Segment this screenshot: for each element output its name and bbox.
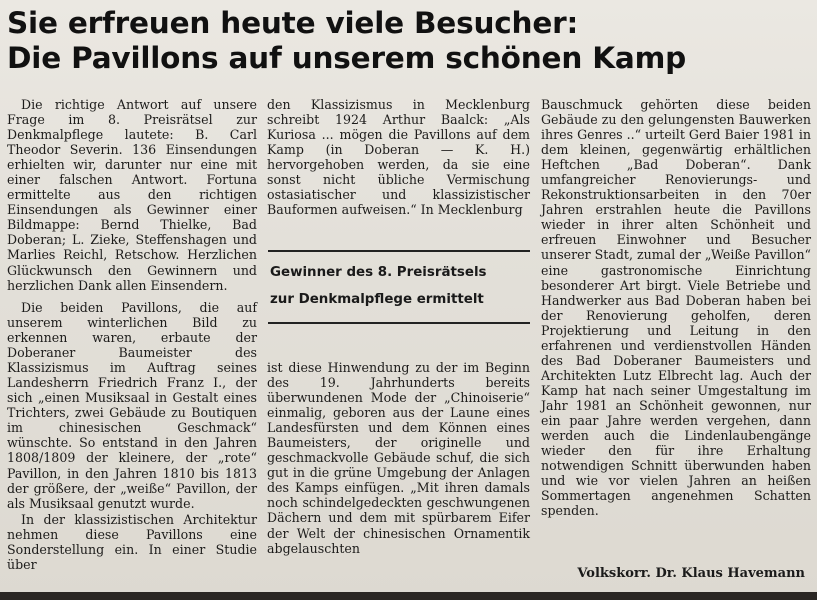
column-1-paragraph-2: Die beiden Pavillons, die auf unserem winterlichen Bild zu erkennen waren, erbaute der Doberaner Baumeister des Klassizismus im Auftrag seines Landesherrn Friedrich Franz I., der sich „einen Musiksaal in Gestalt eines Trichters, zwei Gebäude zu Boutiquen im chinesischen Geschmack“ wünschte. So entstand in den Jahren 1808/1809 der kleinere, der „rote“ Pavillon, in den Jahren 1810 bis 1813 der größere, der „weiße“ Pavillon, der als Musiksaal genutzt wurde. <box>7 300 257 511</box>
column-2-paragraph-1: den Klassizismus in Mecklenburg schreibt 1924 Arthur Baalck: „Als Kuriosa ... mögen die Pavillons auf dem Kamp (in Doberan — K. H.) hervorgehoben werden, da sie eine sonst nicht übliche Vermischung ostasiatischer und klassizistischer Bauformen aufweisen.“ In Mecklenburg <box>267 97 530 218</box>
info-box-title-line-2: zur Denkmalpflege ermittelt <box>270 292 484 307</box>
page-bottom-edge <box>0 592 817 600</box>
headline-line-2: Die Pavillons auf unserem schönen Kamp <box>7 41 687 75</box>
info-box-title <box>270 259 530 313</box>
box-rule-bottom <box>268 322 530 324</box>
headline-line-1: Sie erfreuen heute viele Besucher: <box>7 6 579 40</box>
column-1-paragraph-3: In der klassizistischen Architektur nehmen diese Pavillons eine Sonderstellung ein. In einer Studie über <box>7 512 257 573</box>
box-rule-top <box>268 250 530 252</box>
article-headline <box>7 6 807 76</box>
column-1-paragraph-1: Die richtige Antwort auf unsere Frage im 8. Preisrätsel zur Denkmalpflege lautete: B. Carl Theodor Severin. 136 Einsendungen erhielten wir, darunter nur eine mit einer falschen Antwort. Fortuna ermittelte aus den richtigen Einsendungen als Gewinner einer Bildmappe: Bernd Thielke, Bad Doberan; L. Zieke, Steffenshagen und Marlies Reichl, Retschow. Herzlichen Glückwunsch den Gewinnern und herzlichen Dank allen Einsendern. <box>7 97 257 293</box>
author-byline: Volkskorr. Dr. Klaus Havemann <box>577 566 805 581</box>
info-box-title-line-1: Gewinner des 8. Preisrätsels <box>270 265 487 280</box>
column-2-paragraph-2: ist diese Hinwendung zu der im Beginn des 19. Jahrhunderts bereits überwundenen Mode der „Chinoiserie“ einmalig, geboren aus der Laune eines Landesfürsten und dem Können eines Baumeisters, der originelle und geschmackvolle Gebäude schuf, die sich gut in die grüne Umgebung der Anlagen des Kamps einfügen. „Mit ihren damals noch schindelgedeckten geschwungenen Dächern und dem mit spürbarem Eifer der Welt der chinesischen Ornamentik abgelauschten <box>267 360 530 556</box>
column-3-paragraph-1: Bauschmuck gehörten diese beiden Gebäude zu den gelungensten Bauwerken ihres Genres ..“ urteilt Gerd Baier 1981 in dem kleinen, gegenwärtig erhältlichen Heftchen „Bad Doberan“. Dank umfangreicher Renovierungs- und Rekonstruktionsarbeiten in den 70er Jahren erstrahlen heute die Pavillons wieder in ihrer alten Schönheit und erfreuen Einwohner und Besucher unserer Stadt, zumal der „Weiße Pavillon“ eine gastronomische Einrichtung besonderer Art birgt. Viele Betriebe und Handwerker aus Bad Doberan haben bei der Renovierung geholfen, deren Projektierung und Leitung in den erfahrenen und verdienstvollen Händen des Bad Doberaner Baumeisters und Architekten Lutz Elbrecht lag. Auch der Kamp hat nach seiner Umgestaltung im Jahr 1981 an Schönheit gewonnen, nur ein paar Jahre werden vergehen, dann werden auch die Lindenlaubengänge wieder den für ihre Erhaltung notwendigen Schnitt überwunden haben und wie vor vielen Jahren an heißen Sommertagen angenehmen Schatten spenden. <box>541 97 811 519</box>
